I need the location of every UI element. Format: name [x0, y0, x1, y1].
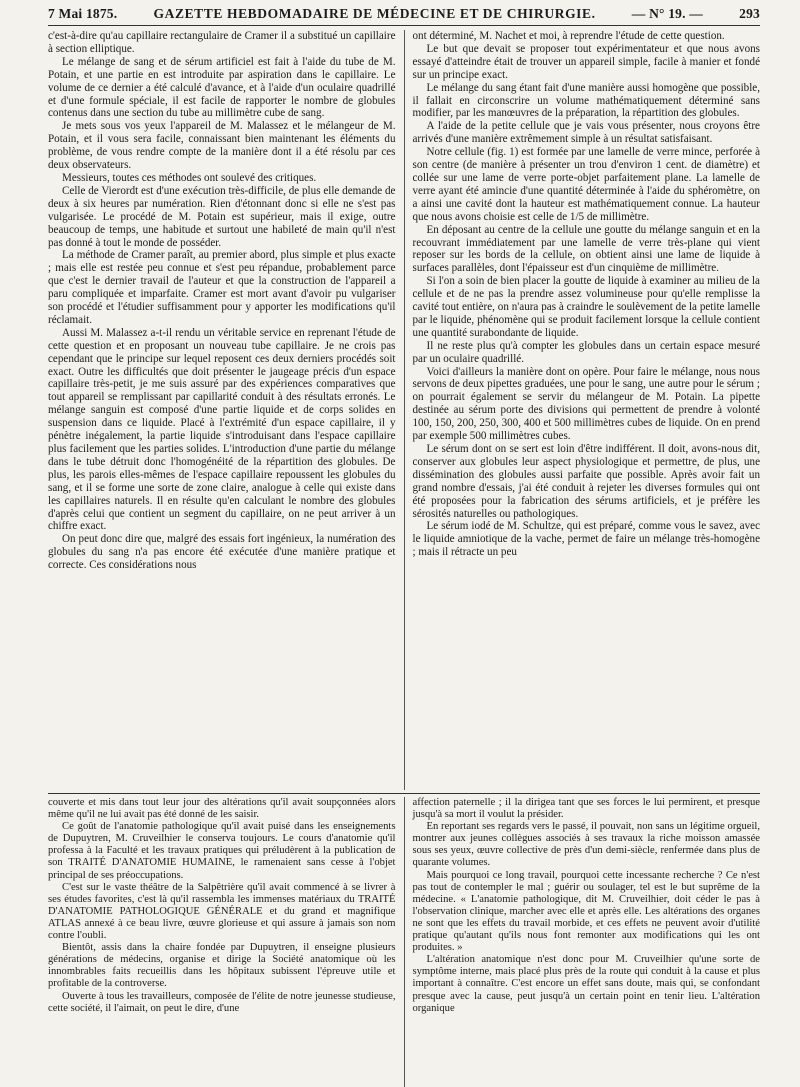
paragraph: ont déterminé, M. Nachet et moi, à reprendre l'étude de cette question.	[412, 30, 725, 42]
paragraph: affection paternelle ; il la dirigea tant que ses forces le lui permirent, et presque jusqu'à sa mort il voulut la présider.	[412, 797, 760, 821]
page-header	[48, 6, 760, 26]
paragraph: C'est sur le vaste théâtre de la Salpêtrière qu'il avait commencé à se livrer à ses études favorites, c'est là qu'il rassembla les immenses matériaux du TRAITÉ D'ANATOMIE PATHOLOGIQUE GÉNÉRALE et du grand et magnifique ATLAS annexé à ce beau livre, œuvre glorieuse et qui assure à jamais son nom contre l'oubli.	[48, 881, 396, 942]
paragraph: Messieurs, toutes ces méthodes ont soulevé des critiques.	[62, 171, 317, 184]
paragraph: Le but que devait se proposer tout expérimentateur et que nous avons essayé d'atteindre était de trouver un appareil simple, facile à manier et fondé sur un principe exact.	[412, 42, 760, 81]
paragraph: Ce goût de l'anatomie pathologique qu'il avait puisé dans les enseignements de Dupuytren, M. Cruveilhier le conserva toujours. Le cours d'anatomie qu'il professa à la Faculté et les travaux pratiques qui préludèrent à la publication de son TRAITÉ D'ANATOMIE HUMAINE, le ramenaient sans cesse à l'objet principal de ses préoccupations.	[48, 821, 396, 881]
paragraph: En reportant ses regards vers le passé, il pouvait, non sans un légitime orgueil, montrer aux jeunes collègues associés à ses travaux la riche moisson amassée sous ses yeux, œuvre collective de près d'un demi-siècle, renfermée dans plus de quarante volumes.	[412, 821, 760, 869]
journal-title: GAZETTE HEBDOMADAIRE DE MÉDECINE ET DE CHIRURGIE.	[153, 6, 596, 21]
feuilleton-text	[48, 797, 760, 1087]
main-column-right	[405, 30, 761, 790]
issue-number: — N° 19. —	[631, 6, 703, 21]
paragraph: Si l'on a soin de bien placer la goutte de liquide à examiner au milieu de la cellule et de ne pas la prendre assez volumineuse pour qu'elle remplisse la cavité tout entière, on n'aura pas à craindre le soulèvement de la petite lamelle par le liquide, phénomène qui se produit facilement lorsque la cellule contient une quantité surabondante de liquide.	[412, 275, 760, 339]
paragraph: Le mélange du sang étant fait d'une manière aussi homogène que possible, il fallait en circonscrire un volume mathématiquement déterminé sans modifier, par les manœuvres de la préparation, la répartition des globules.	[412, 81, 760, 120]
header-date: 7 Mai 1875.	[48, 6, 118, 21]
paragraph: c'est-à-dire qu'au capillaire rectangulaire de Cramer il a substitué un capillaire à section elliptique.	[48, 30, 396, 55]
main-text	[48, 30, 760, 790]
paragraph: La méthode de Cramer paraît, au premier abord, plus simple et plus exacte ; mais elle est restée peu connue et s'est peu répandue, probablement parce que c'est le dernier travail de l'auteur et que la construction de l'appareil a paru compliquée et imparfaite. Cramer est mort avant d'avoir pu vulgariser son procédé et l'étudier suffisamment pour y apporter les modifications qu'il réclamait.	[48, 249, 396, 326]
paragraph: Bientôt, assis dans la chaire fondée par Dupuytren, il enseigne plusieurs générations de médecins, organise et dirige la Société anatomique où les innombrables faits recueillis dans les hôpitaux subissent l'épreuve utile et profitable de la controverse.	[48, 942, 396, 990]
paragraph: Ouverte à tous les travailleurs, composée de l'élite de notre jeunesse studieuse, cette société, il l'aimait, on peut le dire, d'une	[48, 990, 396, 1014]
paragraph: Je mets sous vos yeux l'appareil de M. Malassez et le mélangeur de M. Potain, et il vous sera facile, connaissant bien maintenant les éléments du problème, de vous rendre compte de la manière dont il a été résolu par ces deux observateurs.	[48, 120, 396, 172]
paragraph: Le sérum iodé de M. Schultze, qui est préparé, comme vous le savez, avec le liquide amniotique de la vache, permet de faire un mélange très-homogène ; mais il rétracte un peu	[412, 520, 760, 559]
paragraph: couverte et mis dans tout leur jour des altérations qu'il avait soupçonnées alors même qu'il ne lui avait pas été donné de les saisir.	[48, 797, 396, 821]
paragraph: En déposant au centre de la cellule une goutte du mélange sanguin et en la recouvrant immédiatement par une lamelle de verre très-plane qui vient reposer sur les bords de la cellule, on obtient ainsi une lame de liquide à surfaces parallèles, dont l'épaisseur est d'un cinquième de millimètre.	[412, 223, 760, 275]
main-column-left	[48, 30, 405, 790]
paragraph: A l'aide de la petite cellule que je vais vous présenter, nous croyons être arrivés d'une manière extrêmement simple à un résultat satisfaisant.	[412, 120, 760, 146]
page-number: 293	[739, 6, 760, 21]
paragraph: L'altération anatomique n'est donc pour M. Cruveilhier qu'une sorte de symptôme interne, mais placé plus près de la route qui conduit à la cause et plus important à connaître. C'est encore un effet sans doute, mais qui, se confondant presque avec la cause, peut jusqu'à un certain point en tenir lieu. L'altération organique	[412, 954, 760, 1014]
feuilleton-column-right	[405, 797, 761, 1087]
feuilleton-column-left	[48, 797, 405, 1087]
paragraph: Aussi M. Malassez a-t-il rendu un véritable service en reprenant l'étude de cette question et en proposant un nouveau tube capillaire. Je ne crois pas cependant que le principe sur lequel reposent ces deux derniers procédés soit exact. Outre les difficultés que doit présenter le jaugeage précis d'un espace capillaire très-petit, je me suis assuré par des expériences comparatives que tout appareil se remplissant par capillarité conduit à des résultats erronés. Le mélange sanguin est composé d'une partie liquide et de corps solides en suspension dans ce liquide. Placé à l'extrémité d'un espace capillaire, il y pénètre inégalement, la partie liquide s'introduisant dans l'espace capillaire plus facilement que les parties solides. L'introduction d'une partie du mélange dans le tube détruit donc l'homogénéité de la répartition des globules. De plus, les parois elles-mêmes de l'espace capillaire repoussent les globules du sang, et il se forme une sorte de zone claire, analogue à celle qui existe dans les capillaires naturels. Il en résulte qu'en calculant le nombre des globules d'après celui que contient un segment du capillaire, on ne peut arriver à un chiffre exact.	[48, 326, 396, 533]
paragraph: Le sérum dont on se sert est loin d'être indifférent. Il doit, avons-nous dit, conserver aux globules leur aspect physiologique et permettre, de plus, une dissémination des globules aussi parfaite que possible. Après avoir fait un grand nombre d'essais, j'ai été conduit à rejeter les diverses formules qui ont été proposées pour la fabrication des sérums artificiels, et je préfère les sérosités naturelles ou pathologiques.	[412, 443, 760, 520]
paragraph: On peut donc dire que, malgré des essais fort ingénieux, la numération des globules du sang n'a pas encore été exécutée d'une manière pratique et correcte. Ces considérations nous	[48, 533, 396, 572]
paragraph: Voici d'ailleurs la manière dont on opère. Pour faire le mélange, nous nous servons de deux pipettes graduées, une pour le sang, une autre pour le sérum ; on pourrait également se servir du mélangeur de M. Potain. La pipette destinée au sérum porte des divisions qui permettent de prendre à volonté 100, 150, 200, 250, 300, 400 et 500 millimètres cubes de liquide. On en prend par exemple 500 millimètres cubes.	[412, 365, 760, 443]
paragraph: Le mélange de sang et de sérum artificiel est fait à l'aide du tube de M. Potain, et une partie en est introduite par aspiration dans le capillaire. Le volume de ce dernier a été calculé d'avance, et à l'aide d'un oculaire quadrillé et d'une formule spéciale, il est facile de rapporter le nombre de globules contenus dans une section du tube au millimètre cube de sang.	[48, 55, 396, 120]
paragraph: Il ne reste plus qu'à compter les globules dans un certain espace mesuré par un oculaire quadrillé.	[412, 339, 760, 365]
paragraph: Mais pourquoi ce long travail, pourquoi cette incessante recherche ? Ce n'est pas tout de contempler le mal ; guérir ou soulager, tel est le but suprême de la médecine. « L'anatomie pathologique, dit M. Cruveilhier, doit céder le pas à l'observation clinique, marcher avec elle et après elle. Les altérations des organes ne sont que les effets du travail morbide, et ces effets ne peuvent avoir d'utilité pratique qu'autant qu'ils nous font remonter aux modifications qui les ont produites. »	[412, 869, 760, 954]
paragraph: Celle de Vierordt est d'une exécution très-difficile, de plus elle demande de deux à six heures par numération. Rien d'étonnant donc si elle ne s'est pas vulgarisée. Le procédé de M. Potain est supérieur, mais il exige, outre beaucoup de temps, une habitude et surtout une habileté de main qu'il n'est pas donné à tout le monde de posséder.	[48, 184, 396, 249]
feuilleton-divider	[48, 793, 760, 794]
paragraph: Notre cellule (fig. 1) est formée par une lamelle de verre mince, perforée à son centre (de manière à présenter un trou d'environ 1 cent. de diamètre) et collée sur une lame de verre porte-objet parfaitement plane. La lamelle de verre ayant été amincie d'une quantité déterminée à l'aide du sphéromètre, on a ainsi une cavité dont la hauteur est mathématiquement connue. La hauteur que nous avons choisie est celle de 1/5 de millimètre.	[412, 146, 760, 223]
